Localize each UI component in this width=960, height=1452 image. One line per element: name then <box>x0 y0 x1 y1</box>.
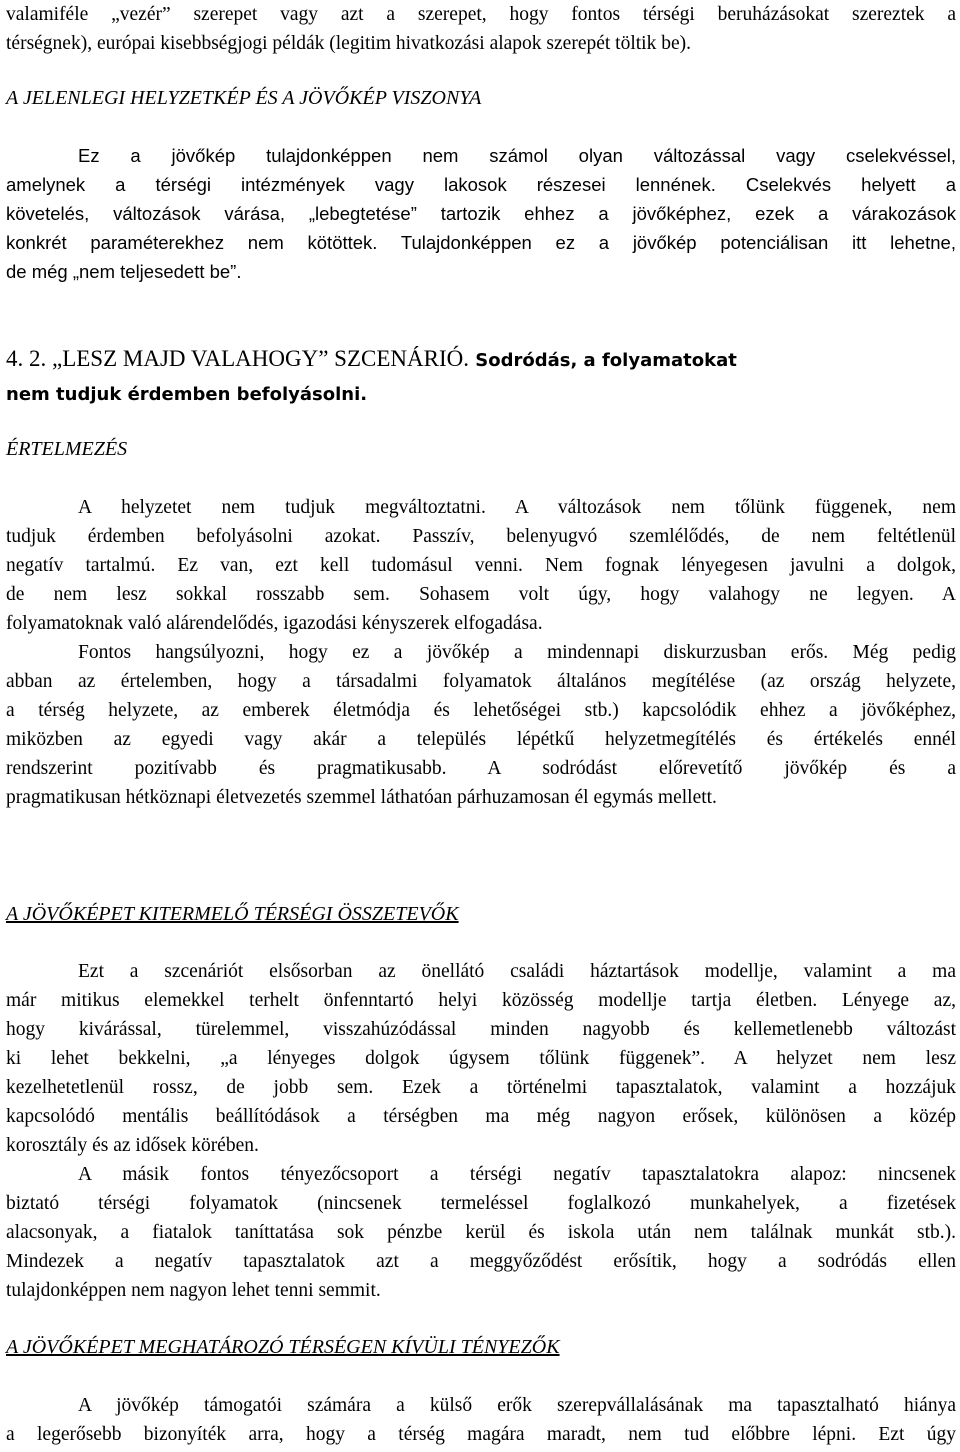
scenario-title-sub-1: Sodródás, a folyamatokat <box>468 350 737 371</box>
ertelmezes-p1-line-4: de nem lesz sokkal rosszabb sem. Sohasem volt úgy, hogy valahogy ne legyen. A <box>6 584 956 605</box>
viszony-line-3: követelés, változások várása, „lebegtetése” tartozik ehhez a jövőképhez, ezek a várakozások <box>6 203 956 224</box>
ertelmezes-p1-line-1: A helyzetet nem tudjuk megváltoztatni. A változások nem tőlünk függenek, nem <box>78 497 956 518</box>
ertelmezes-p2-line-2: abban az értelemben, hogy a társadalmi folyamatok általános megítélése (az ország helyzete, <box>6 671 956 692</box>
kitermelo-p1-line-6: kapcsolódó mentális beállítódások a térségben ma még nagyon erősek, különösen a közép <box>6 1106 956 1127</box>
kitermelo-p2-line-5: tulajdonképpen nem nagyon lehet tenni semmit. <box>6 1280 381 1301</box>
ertelmezes-p1-line-5: folyamatoknak való alárendelődés, igazodási kényszerek elfogadása. <box>6 613 543 634</box>
intro-line-2: térségnek), európai kisebbségjogi példák (legitim hivatkozási alapok szerepét töltik be). <box>6 33 691 54</box>
kitermelo-p1-line-7: korosztály és az idősek körében. <box>6 1135 259 1156</box>
scenario-title-sub-2: nem tudjuk érdemben befolyásolni. <box>6 384 368 405</box>
ertelmezes-p2-line-6: pragmatikusan hétköznapi életvezetés szemmel láthatóan párhuzamosan él egymás mellett. <box>6 787 717 808</box>
meghatarozo-line-1: A jövőkép támogatói számára a külső erők szerepvállalásának ma tapasztalható hiánya <box>78 1395 956 1416</box>
kitermelo-p1-line-2: már mitikus elemekkel terhelt önfenntartó helyi közösség modellje tartja életben. Lényege az, <box>6 990 956 1011</box>
kitermelo-p1-line-3: hogy kivárással, türelemmel, visszahúzódással minden nagyobb és kellemetlenebb változást <box>6 1019 956 1040</box>
section-heading-meghatarozo: A JÖVŐKÉPET MEGHATÁROZÓ TÉRSÉGEN KÍVÜLI TÉNYEZŐK <box>6 1336 560 1358</box>
ertelmezes-p2-line-4: miközben az egyedi vagy akár a település lépétkű helyzetmegítélés és értékelés ennél <box>6 729 956 750</box>
kitermelo-p2-line-1: A másik fontos tényezőcsoport a térségi negatív tapasztalatokra alapoz: nincsenek <box>78 1164 956 1185</box>
viszony-line-2: amelynek a térségi intézmények vagy lakosok részesei lennének. Cselekvés helyett a <box>6 174 956 195</box>
viszony-line-4: konkrét paraméterekhez nem kötöttek. Tulajdonképpen ez a jövőkép potenciálisan itt lehetne, <box>6 232 956 253</box>
viszony-line-1: Ez a jövőkép tulajdonképpen nem számol olyan változással vagy cselekvéssel, <box>78 145 956 166</box>
kitermelo-p2-line-4: Mindezek a negatív tapasztalatok azt a meggyőződést erősítik, hogy a sodródás ellen <box>6 1251 956 1272</box>
section-heading-kitermelo: A JÖVŐKÉPET KITERMELŐ TÉRSÉGI ÖSSZETEVŐK <box>6 903 459 925</box>
kitermelo-p2-line-3: alacsonyak, a fiatalok taníttatása sok pénzbe kerül és iskola után nem találnak munkát stb.). <box>6 1222 956 1243</box>
kitermelo-p2-line-2: biztató térségi folyamatok (nincsenek termeléssel foglalkozó munkahelyek, a fizetések <box>6 1193 956 1214</box>
ertelmezes-p2-line-1: Fontos hangsúlyozni, hogy ez a jövőkép a mindennapi diskurzusban erős. Még pedig <box>78 642 956 663</box>
ertelmezes-p1-line-3: negatív tartalmú. Ez van, ezt kell tudomásul venni. Nem fognak lényegesen javulni a dolgok, <box>6 555 956 576</box>
intro-line-1: valamiféle „vezér” szerepet vagy azt a szerepet, hogy fontos térségi beruházásokat szereztek a <box>6 4 956 25</box>
ertelmezes-p2-line-5: rendszerint pozitívabb és pragmatikusabb. A sodródást előrevetítő jövőkép és a <box>6 758 956 779</box>
kitermelo-p1-line-1: Ezt a szcenáriót elsősorban az önellátó családi háztartások modellje, valamint a ma <box>78 961 956 982</box>
section-heading-ertelmezes: ÉRTELMEZÉS <box>6 438 128 460</box>
ertelmezes-p2-line-3: a térség helyzete, az emberek életmódja és lehetőségei stb.) kapcsolódik ehhez a jövőképhez, <box>6 700 956 721</box>
scenario-title <box>6 346 956 372</box>
kitermelo-p1-line-4: ki lehet bekkelni, „a lényeges dolgok úgysem tőlünk függenek”. A helyzet nem lesz <box>6 1048 956 1069</box>
ertelmezes-p1-line-2: tudjuk érdemben befolyásolni azokat. Passzív, belenyugvó szemlélődés, de nem feltétlenül <box>6 526 956 547</box>
meghatarozo-line-2: a legerősebb bizonyíték arra, hogy a térség magára maradt, nem tud előbbre lépni. Ezt úgy <box>6 1424 956 1445</box>
scenario-title-main: 4. 2. „LESZ MAJD VALAHOGY” SZCENÁRIÓ. <box>6 346 469 371</box>
viszony-line-5: de még „nem teljesedett be”. <box>6 261 242 282</box>
kitermelo-p1-line-5: kezelhetetlenül rossz, de jobb sem. Ezek a történelmi tapasztalatok, valamint a hozzájuk <box>6 1077 956 1098</box>
section-heading-viszony: A JELENLEGI HELYZETKÉP ÉS A JÖVŐKÉP VISZONYA <box>6 87 482 109</box>
